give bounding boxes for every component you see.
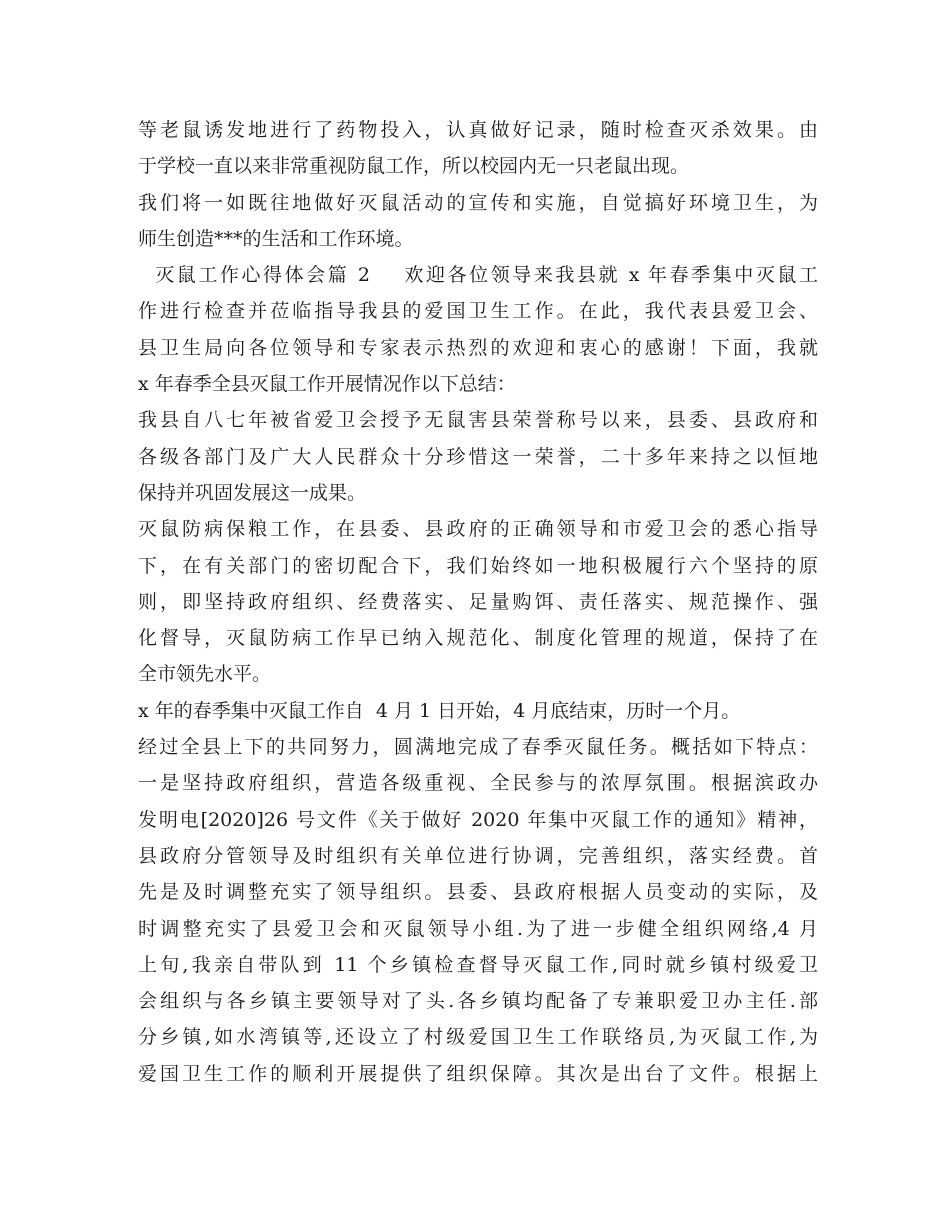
text-line: 于学校一直以来非常重视防鼠工作，所以校园内无一只老鼠出现。 (138, 155, 690, 178)
text-line: 一是坚持政府组织，营造各级重视、全民参与的浓厚氛围。根据滨政办 (138, 772, 818, 795)
text-line: 经过全县上下的共同努力，圆满地完成了春季灭鼠任务。概括如下特点： (138, 736, 818, 759)
text-line: 全市领先水平。 (138, 663, 272, 686)
text-line: 县政府分管领导及时组织有关单位进行协调，完善组织，落实经费。首 (138, 844, 818, 867)
text-line: 各级各部门及广大人民群众十分珍惜这一荣誉，二十多年来持之以恒地 (138, 445, 818, 468)
text-line: 化督导，灭鼠防病工作早已纳入规范化、制度化管理的规道，保持了在 (138, 627, 818, 650)
text-line: 作进行检查并莅临指导我县的爱国卫生工作。在此，我代表县爱卫会、 (138, 300, 818, 323)
text-line: 灭鼠防病保粮工作，在县委、县政府的正确领导和市爱卫会的悉心指导 (138, 518, 818, 541)
text-line: 县卫生局向各位领导和专家表示热烈的欢迎和衷心的感谢！下面，我就 (138, 336, 818, 359)
text-line: x 年的春季集中灭鼠工作自 4 月 1 日开始，4 月底结束，历时一个月。 (138, 699, 741, 722)
text-line: 会组织与各乡镇主要领导对了头.各乡镇均配备了专兼职爱卫办主任.部 (138, 990, 818, 1013)
text-line: 我们将一如既往地做好灭鼠活动的宣传和实施，自觉搞好环境卫生，为 (138, 191, 818, 214)
document-body (138, 112, 818, 1092)
text-line: 师生创造***的生活和工作环境。 (138, 227, 414, 250)
text-line: 先是及时调整充实了领导组织。县委、县政府根据人员变动的实际，及 (138, 881, 818, 904)
text-line: 时调整充实了县爱卫会和灭鼠领导小组.为了进一步健全组织网络,4 月 (138, 917, 818, 940)
text-line: 上旬,我亲自带队到 11 个乡镇检查督导灭鼠工作,同时就乡镇村级爱卫 (138, 953, 818, 976)
text-line: 保持并巩固发展这一成果。 (138, 481, 367, 504)
text-line: 分乡镇,如水湾镇等,还设立了村级爱国卫生工作联络员,为灭鼠工作,为 (138, 1026, 818, 1049)
text-line: 我县自八七年被省爱卫会授予无鼠害县荣誉称号以来，县委、县政府和 (138, 409, 818, 432)
text-line: 则，即坚持政府组织、经费落实、足量购饵、责任落实、规范操作、强 (138, 590, 818, 613)
text-line: 灭鼠工作心得体会篇 2 欢迎各位领导来我县就 x 年春季集中灭鼠工 (138, 264, 818, 287)
text-line: 发明电[2020]26 号文件《关于做好 2020 年集中灭鼠工作的通知》精神， (138, 808, 818, 831)
text-line: 等老鼠诱发地进行了药物投入，认真做好记录，随时检查灭杀效果。由 (138, 119, 818, 141)
text-line: x 年春季全县灭鼠工作开展情况作以下总结： (138, 373, 516, 396)
text-line: 下，在有关部门的密切配合下，我们始终如一地积极履行六个坚持的原 (138, 554, 818, 577)
text-line: 爱国卫生工作的顺利开展提供了组织保障。其次是出台了文件。根据上 (138, 1062, 818, 1085)
